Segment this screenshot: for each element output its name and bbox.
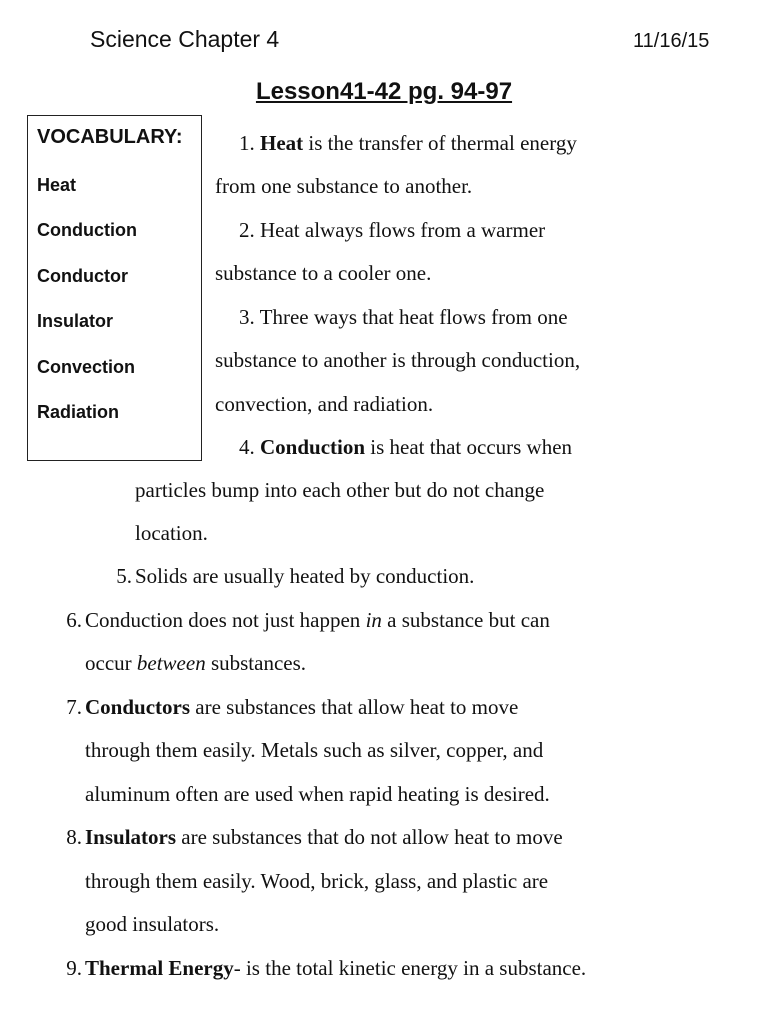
note-emphasis: in <box>365 608 382 632</box>
note-number: 1. <box>239 131 255 155</box>
note-3-line-3: convection, and radiation. <box>215 392 434 416</box>
note-7-line-2: through them easily. Metals such as silver, copper, and <box>85 738 544 762</box>
note-8-line-1 <box>85 823 563 851</box>
vocabulary-box <box>27 115 202 461</box>
note-number: 8. <box>66 825 82 849</box>
note-6-line-2 <box>85 649 306 677</box>
note-7-line-3: aluminum often are used when rapid heating is desired. <box>85 782 550 806</box>
note-term: Thermal Energy <box>85 956 234 980</box>
note-4-line-2: particles bump into each other but do not change <box>135 478 545 502</box>
note-4-line-1 <box>239 433 572 461</box>
note-term: Conductors <box>85 695 191 719</box>
vocab-term-convection: Convection <box>37 357 136 377</box>
note-1-line-1 <box>239 129 577 157</box>
note-1-line-2: from one substance to another. <box>215 174 473 198</box>
note-text: occur <box>85 651 137 675</box>
note-text: Conduction does not just happen <box>85 608 366 632</box>
vocab-term-conduction: Conduction <box>37 220 137 240</box>
note-emphasis: between <box>136 651 206 675</box>
note-text: are substances that allow heat to move <box>190 695 519 719</box>
note-8-line-2: through them easily. Wood, brick, glass, and plastic are <box>85 869 549 893</box>
note-number: 7. <box>66 695 82 719</box>
note-text: is heat that occurs when <box>365 435 573 459</box>
date-label: 11/16/15 <box>633 30 710 52</box>
note-number: 9. <box>66 956 82 980</box>
note-term: Heat <box>260 131 304 155</box>
note-7-line-1 <box>85 693 518 721</box>
note-3-line-1 <box>239 303 568 331</box>
vocabulary-heading: VOCABULARY: <box>37 126 183 148</box>
note-2-line-1 <box>239 216 545 244</box>
note-number: 2. <box>239 218 255 242</box>
note-5-line-1: Solids are usually heated by conduction. <box>135 564 475 588</box>
note-number: 4. <box>239 435 255 459</box>
note-text: - is the total kinetic energy in a substance. <box>233 956 587 980</box>
page-title: Science Chapter 4 <box>90 26 280 52</box>
note-3-line-2: substance to another is through conduction, <box>215 348 581 372</box>
note-text: Heat always flows from a warmer <box>260 218 546 242</box>
note-8-line-3: good insulators. <box>85 912 220 936</box>
note-text: is the transfer of thermal energy <box>303 131 577 155</box>
note-9-line-1 <box>85 954 586 982</box>
vocab-term-insulator: Insulator <box>37 311 114 331</box>
lesson-title: Lesson41-42 pg. 94-97 <box>255 78 513 105</box>
note-number: 5. <box>116 564 132 588</box>
note-text: Three ways that heat flows from one <box>259 305 568 329</box>
note-text: a substance but can <box>381 608 550 632</box>
note-6-line-1 <box>85 606 550 634</box>
vocab-term-heat: Heat <box>37 175 77 195</box>
note-term: Conduction <box>260 435 366 459</box>
note-term: Insulators <box>85 825 177 849</box>
vocab-term-conductor: Conductor <box>37 266 128 286</box>
note-number: 3. <box>239 305 255 329</box>
note-number: 6. <box>66 608 82 632</box>
note-text: are substances that do not allow heat to move <box>176 825 563 849</box>
vocab-term-radiation: Radiation <box>37 402 120 422</box>
note-2-line-2: substance to a cooler one. <box>215 261 432 285</box>
note-4-line-3: location. <box>135 521 208 545</box>
note-text: substances. <box>205 651 307 675</box>
